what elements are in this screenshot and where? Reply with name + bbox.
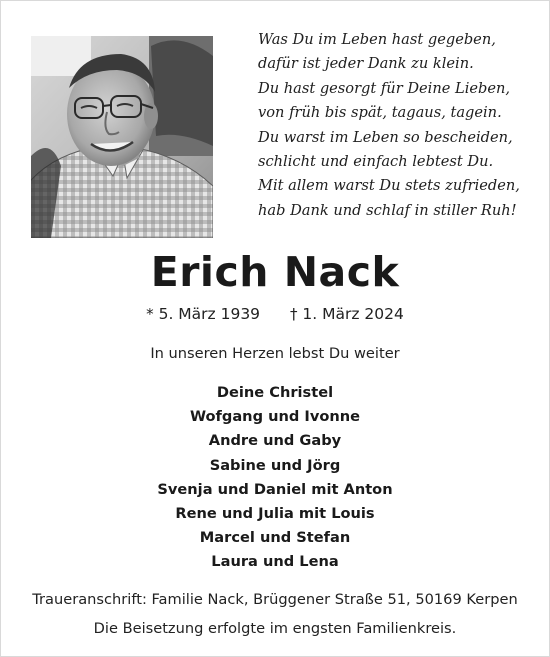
- funeral-note: Die Beisetzung erfolgte im engsten Familienkreis.: [93, 620, 457, 637]
- poem-line: Mit allem warst Du stets zufrieden,: [258, 177, 520, 195]
- life-dates: [1, 305, 549, 323]
- memorial-poem: [258, 28, 538, 223]
- mourning-address: Traueranschrift: Familie Nack, Brüggener Straße 51, 50169 Kerpen: [32, 591, 518, 608]
- poem-line: hab Dank und schlaf in stiller Ruh!: [258, 201, 517, 219]
- memorial-tagline: In unseren Herzen lebst Du weiter: [150, 345, 400, 362]
- family-member: Wofgang und Ivonne: [189, 408, 361, 426]
- poem-stanza: [258, 126, 538, 175]
- poem-stanza: [258, 28, 538, 77]
- death-symbol: †: [289, 305, 298, 323]
- family-list: [1, 381, 549, 575]
- death-date: 1. März 2024: [302, 305, 404, 323]
- family-member: Marcel und Stefan: [199, 529, 351, 547]
- poem-line: Du hast gesorgt für Deine Lieben,: [258, 79, 511, 97]
- poem-line: Du warst im Leben so bescheiden,: [258, 128, 513, 146]
- birth-symbol: *: [146, 305, 154, 323]
- family-member: Deine Christel: [216, 384, 334, 401]
- family-member: Sabine und Jörg: [209, 456, 341, 474]
- portrait-photo: [31, 36, 213, 238]
- family-member: Andre und Gaby: [208, 432, 342, 450]
- birth-date: 5. März 1939: [158, 305, 261, 323]
- deceased-name: Erich Nack: [150, 248, 400, 296]
- family-member: Laura und Lena: [211, 553, 339, 571]
- family-member: Rene und Julia mit Louis: [175, 505, 375, 523]
- poem-line: dafür ist jeder Dank zu klein.: [258, 55, 474, 73]
- poem-stanza: [258, 77, 538, 126]
- family-member: Svenja und Daniel mit Anton: [157, 480, 393, 498]
- poem-line: schlicht und einfach lebtest Du.: [258, 153, 494, 171]
- poem-stanza: [258, 174, 538, 223]
- poem-line: von früh bis spät, tagaus, tagein.: [258, 104, 502, 122]
- poem-line: Was Du im Leben hast gegeben,: [258, 31, 496, 48]
